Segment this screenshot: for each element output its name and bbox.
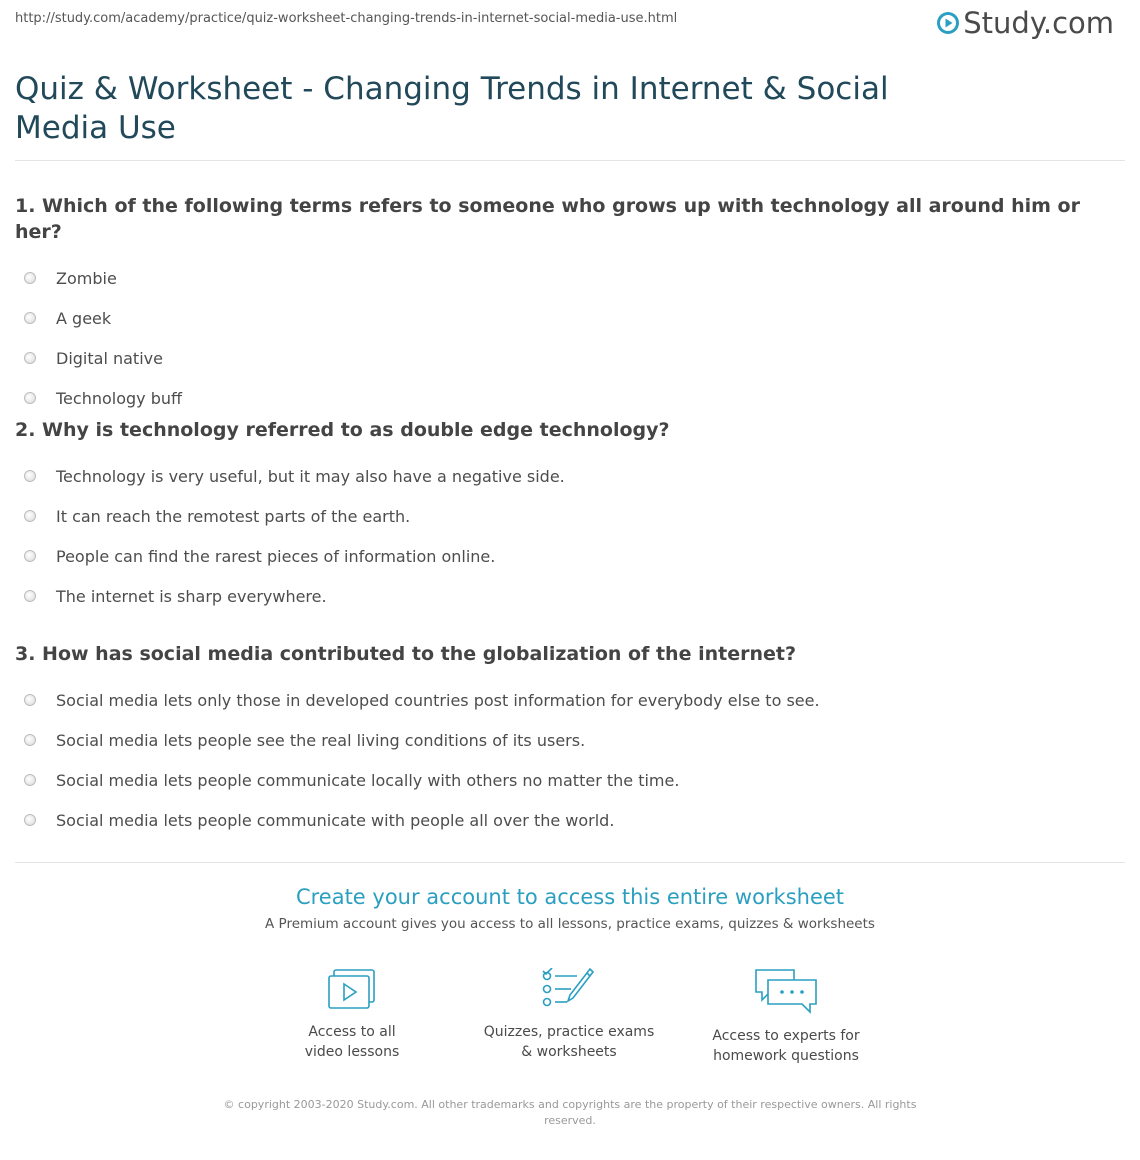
question-title: 3. How has social media contributed to the globalization of the internet? bbox=[15, 643, 796, 665]
feature-line-1: Access to all bbox=[308, 1024, 396, 1040]
radio-button[interactable] bbox=[24, 694, 36, 706]
page-url: http://study.com/academy/practice/quiz-worksheet-changing-trends-in-internet-social-media-use.html bbox=[15, 11, 678, 26]
question-title: 2. Why is technology referred to as double edge technology? bbox=[15, 419, 670, 441]
answer-choice[interactable] bbox=[15, 576, 1125, 616]
feature-line-2: & worksheets bbox=[521, 1044, 617, 1060]
answer-choice[interactable] bbox=[15, 536, 1125, 576]
question-3 bbox=[15, 641, 1125, 840]
choice-label: It can reach the remotest parts of the earth. bbox=[56, 506, 411, 526]
choice-label: Social media lets only those in developed countries post information for everybody else to see. bbox=[56, 690, 820, 710]
choice-label: Social media lets people communicate locally with others no matter the time. bbox=[56, 770, 680, 790]
copyright-notice: © copyright 2003-2020 Study.com. All other trademarks and copyrights are the property of their respective owners. All rights reserved. bbox=[223, 1098, 917, 1127]
feature-quizzes bbox=[469, 968, 669, 1062]
video-lessons-icon bbox=[326, 968, 378, 1012]
answer-choice[interactable] bbox=[15, 496, 1125, 536]
header-divider bbox=[15, 160, 1125, 161]
choice-label: The internet is sharp everywhere. bbox=[56, 586, 327, 606]
feature-line-1: Quizzes, practice exams bbox=[483, 1024, 655, 1040]
choice-label: Social media lets people see the real living conditions of its users. bbox=[56, 730, 586, 750]
feature-line-1: Access to experts for bbox=[712, 1028, 860, 1044]
radio-button[interactable] bbox=[24, 312, 36, 324]
logo-text: Study.com bbox=[963, 6, 1114, 40]
quiz-checklist-icon bbox=[541, 968, 597, 1012]
answer-choice[interactable] bbox=[15, 760, 1125, 800]
choice-label: A geek bbox=[56, 308, 112, 328]
choice-label: Digital native bbox=[56, 348, 163, 368]
radio-button[interactable] bbox=[24, 774, 36, 786]
expert-chat-icon bbox=[754, 968, 818, 1016]
page-title: Quiz & Worksheet - Changing Trends in Internet & Social Media Use bbox=[15, 71, 889, 146]
answer-choice[interactable] bbox=[15, 298, 1125, 338]
answer-choice[interactable] bbox=[15, 800, 1125, 840]
premium-description: A Premium account gives you access to all lessons, practice exams, quizzes & worksheets bbox=[265, 916, 875, 932]
radio-button[interactable] bbox=[24, 814, 36, 826]
choice-label: Technology buff bbox=[56, 388, 183, 408]
radio-button[interactable] bbox=[24, 734, 36, 746]
radio-button[interactable] bbox=[24, 590, 36, 602]
radio-button[interactable] bbox=[24, 470, 36, 482]
answer-choice[interactable] bbox=[15, 680, 1125, 720]
study-logo[interactable] bbox=[936, 6, 1114, 40]
question-2 bbox=[15, 417, 1125, 616]
choice-label: People can find the rarest pieces of information online. bbox=[56, 546, 496, 566]
answer-choice[interactable] bbox=[15, 720, 1125, 760]
answer-choice[interactable] bbox=[15, 338, 1125, 378]
answer-choice[interactable] bbox=[15, 258, 1125, 298]
feature-line-2: video lessons bbox=[304, 1044, 400, 1060]
radio-button[interactable] bbox=[24, 392, 36, 404]
question-title: 1. Which of the following terms refers to someone who grows up with technology all around him or her? bbox=[15, 195, 1080, 243]
radio-button[interactable] bbox=[24, 352, 36, 364]
radio-button[interactable] bbox=[24, 550, 36, 562]
choice-label: Technology is very useful, but it may also have a negative side. bbox=[56, 466, 565, 486]
answer-choice[interactable] bbox=[15, 456, 1125, 496]
answer-choice[interactable] bbox=[15, 378, 1125, 418]
feature-video-lessons bbox=[252, 968, 452, 1062]
question-1 bbox=[15, 193, 1125, 418]
content-divider bbox=[15, 862, 1125, 863]
feature-line-2: homework questions bbox=[713, 1048, 859, 1064]
radio-button[interactable] bbox=[24, 272, 36, 284]
feature-experts bbox=[686, 968, 886, 1066]
choice-label: Social media lets people communicate with people all over the world. bbox=[56, 810, 615, 830]
play-logo-icon bbox=[936, 11, 960, 35]
choice-label: Zombie bbox=[56, 268, 117, 288]
radio-button[interactable] bbox=[24, 510, 36, 522]
create-account-link[interactable]: Create your account to access this entire worksheet bbox=[295, 885, 845, 909]
